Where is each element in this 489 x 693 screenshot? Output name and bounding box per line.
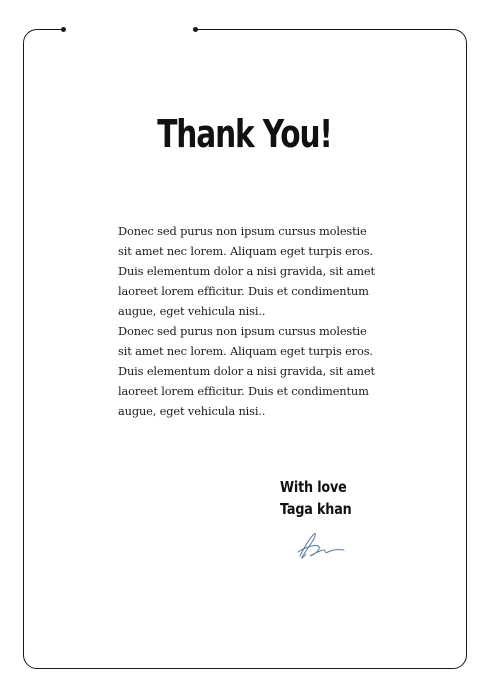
letter-body [118,221,380,421]
page-title: Thank You! [157,112,332,156]
signature-image [294,530,348,562]
paragraph-1: Donec sed purus non ipsum cursus molestie sit amet nec lorem. Aliquam eget turpis eros. Duis elementum dolor a nisi gravida, sit amet laoreet lorem efficitur. Duis et condimentum augue, eget vehicula nisi.. [118,224,375,318]
paragraph-2: Donec sed purus non ipsum cursus molestie sit amet nec lorem. Aliquam eget turpis eros. Duis elementum dolor a nisi gravida, sit amet laoreet lorem efficitur. Duis et condimentum augue, eget vehicula nisi.. [118,324,375,418]
author-name: Taga khan [280,500,352,518]
border-dot-left [61,27,66,32]
closing-block [280,476,352,520]
border-gap [64,26,195,34]
closing-line: With love [280,478,347,496]
border-dot-right [193,27,198,32]
